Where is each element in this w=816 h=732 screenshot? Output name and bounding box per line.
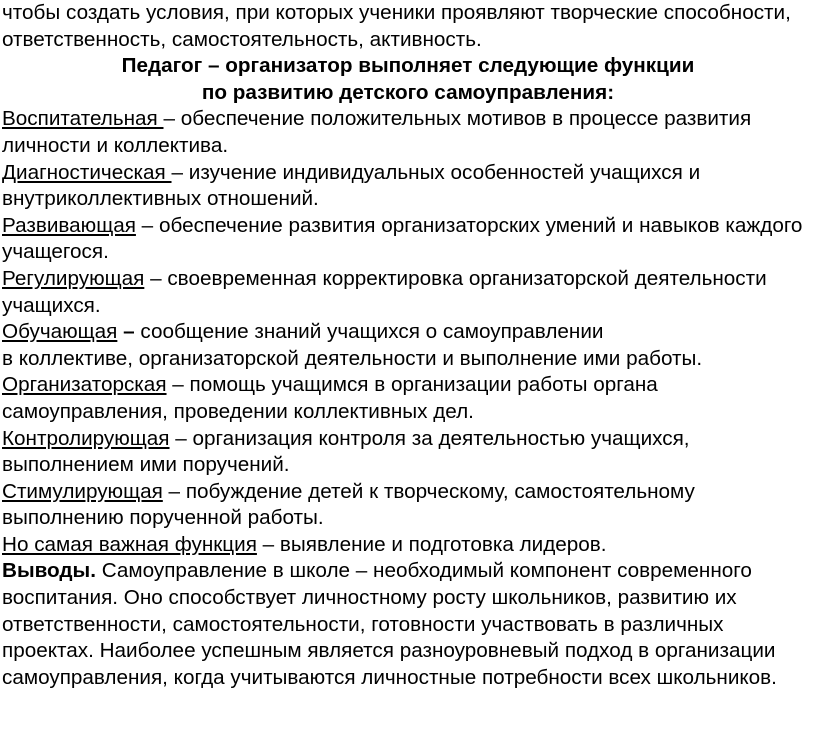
function-teaching <box>2 319 814 372</box>
heading-line-1: Педагог – организатор выполняет следующие функции <box>121 54 695 78</box>
function-term: Регулирующая <box>2 266 145 290</box>
function-term: Развивающая <box>2 213 136 237</box>
function-developing <box>2 213 814 266</box>
function-dash: – <box>169 426 187 450</box>
function-term: Организаторская <box>2 373 167 397</box>
section-heading <box>2 53 814 106</box>
function-dash: – <box>117 320 135 344</box>
function-dash: – <box>144 266 162 290</box>
function-diagnostic <box>2 160 814 213</box>
heading-line-2: по развитию детского самоуправления: <box>201 80 615 104</box>
function-description: организация контроля за деятельностью учащихся, выполнением ими поручений. <box>2 426 690 477</box>
function-term: Контролирующая <box>2 426 170 450</box>
function-description: помощь учащимся в организации работы органа самоуправления, проведении коллективных дел. <box>2 373 658 423</box>
intro-paragraph: чтобы создать условия, при которых ученики проявляют творческие способности, ответственность, самостоятельность, активность. <box>2 1 791 51</box>
function-description: побуждение детей к творческому, самостоятельному выполнению порученной работы. <box>2 479 695 530</box>
function-term: Стимулирующая <box>2 479 163 503</box>
function-organizational <box>2 372 814 425</box>
function-dash: – <box>162 479 181 503</box>
function-dash: – <box>256 532 275 556</box>
function-controlling <box>2 426 814 479</box>
function-dash: – <box>171 160 184 184</box>
function-description: обеспечение развития организаторских умений и навыков каждого учащегося. <box>2 213 803 264</box>
function-dash: – <box>163 107 176 131</box>
conclusion-paragraph <box>2 558 814 691</box>
function-term: Но самая важная функция <box>2 532 257 556</box>
conclusion-text: Самоуправление в школе – необходимый компонент современного воспитания. Оно способствует личностному росту школьников, развитию их ответственности, самостоятельности, готовности участвовать в различных проектах. Наиболее успешным является разноуровневый подход в организации самоуправления, когда учитываются личностные потребности всех школьников. <box>2 559 777 689</box>
function-term: Воспитательная <box>2 107 164 131</box>
function-dash: – <box>135 213 154 237</box>
function-description: своевременная корректировка организаторской деятельности учащихся. <box>2 266 767 317</box>
function-educational <box>2 106 814 159</box>
function-regulating <box>2 266 814 319</box>
function-description: выявление и подготовка лидеров. <box>274 532 607 556</box>
function-description-continuation: в коллективе, организаторской деятельности и выполнение ими работы. <box>2 346 703 370</box>
function-description: обеспечение положительных мотивов в процессе развития личности и коллектива. <box>2 107 752 157</box>
function-description: изучение индивидуальных особенностей учащихся и внутриколлективных отношений. <box>2 160 701 211</box>
conclusion-label: Выводы. <box>2 559 96 583</box>
function-stimulating <box>2 479 814 532</box>
function-most-important <box>2 532 814 559</box>
function-description: сообщение знаний учащихся о самоуправлении <box>134 320 604 344</box>
function-term: Обучающая <box>2 320 118 344</box>
function-dash: – <box>166 373 184 397</box>
function-term: Диагностическая <box>2 160 172 184</box>
